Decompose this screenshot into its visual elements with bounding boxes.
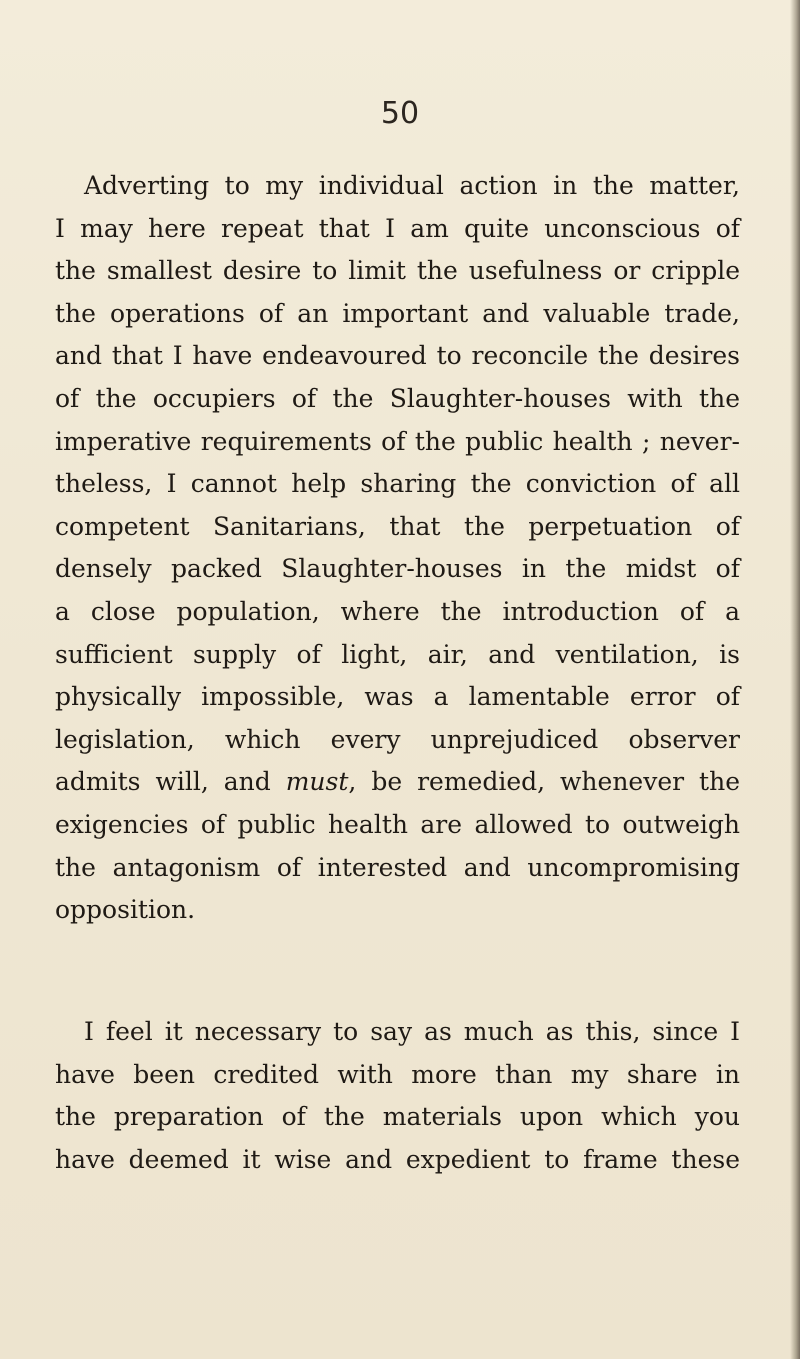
text-line: and that I have endeavoured to reconcile the desires bbox=[55, 341, 740, 371]
text-line: admits will, and must, be remedied, whenever the bbox=[55, 767, 740, 797]
text-line: the preparation of the materials upon which you bbox=[55, 1102, 740, 1132]
page-edge bbox=[790, 0, 800, 1359]
page-number: 50 bbox=[380, 96, 420, 131]
text-line: the operations of an important and valuable trade, bbox=[55, 298, 740, 328]
text-line: competent Sanitarians, that the perpetuation of bbox=[55, 511, 740, 541]
text-line: have deemed it wise and expedient to frame these bbox=[55, 1144, 740, 1174]
text-line: the smallest desire to limit the usefulness or cripple bbox=[55, 256, 740, 286]
text-line: legislation, which every unprejudiced observer bbox=[55, 724, 740, 754]
paragraph-1 bbox=[55, 165, 740, 932]
text-line: densely packed Slaughter-houses in the midst of bbox=[55, 554, 740, 584]
text-line: theless, I cannot help sharing the conviction of all bbox=[55, 469, 740, 499]
text-line: sufficient supply of light, air, and ventilation, is bbox=[55, 639, 740, 669]
text-line: imperative requirements of the public health ; never- bbox=[55, 426, 740, 456]
emphasis-must: must bbox=[285, 767, 349, 797]
text-line: of the occupiers of the Slaughter-houses with the bbox=[55, 383, 740, 413]
text-line: Adverting to my individual action in the matter, bbox=[84, 171, 740, 200]
text-line: physically impossible, was a lamentable error of bbox=[55, 682, 740, 712]
text-line: opposition. bbox=[55, 895, 196, 925]
paragraph-2 bbox=[55, 1011, 740, 1181]
text-line: exigencies of public health are allowed to outweigh bbox=[55, 809, 740, 839]
text-line: I feel it necessary to say as much as this, since I bbox=[84, 1017, 740, 1046]
text-line: I may here repeat that I am quite unconscious of bbox=[55, 213, 740, 243]
text-line: have been credited with more than my share in bbox=[55, 1059, 740, 1089]
text-line: a close population, where the introduction of a bbox=[55, 596, 740, 626]
text-line: the antagonism of interested and uncompromising bbox=[55, 852, 740, 882]
